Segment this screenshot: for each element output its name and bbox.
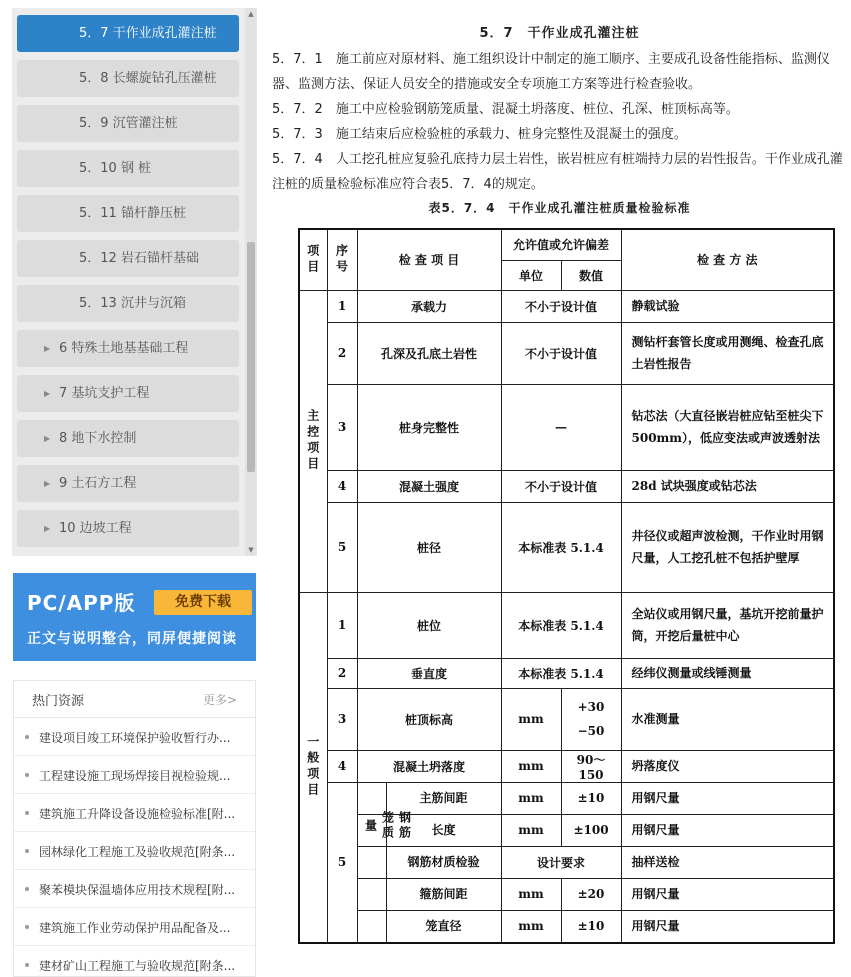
row-allow: 本标准表 5.1.4 xyxy=(501,658,621,688)
banner-title: PC/APP版 xyxy=(27,591,136,615)
cage-subrow xyxy=(358,911,501,942)
hot-resource-link[interactable]: 建筑施工升降设备设施检验标准[附... xyxy=(39,807,236,821)
row-method: 坍落度仪 xyxy=(621,750,834,782)
group-general xyxy=(299,592,327,943)
row-value: +30 −50 xyxy=(561,688,621,750)
row-item: 钢筋材质检验 xyxy=(386,847,501,878)
row-item: 主筋间距 xyxy=(386,783,501,814)
row-seq: 5 xyxy=(327,502,357,592)
expand-arrow-icon: ▶ xyxy=(44,524,51,533)
row-allow: 不小于设计值 xyxy=(501,290,621,322)
table-row xyxy=(299,688,834,750)
cage-subgroup xyxy=(357,846,501,878)
row-method: 静载试验 xyxy=(621,290,834,322)
scroll-down-arrow-icon[interactable]: ▼ xyxy=(248,546,254,554)
table-row xyxy=(299,814,834,846)
row-item: 桩身完整性 xyxy=(357,384,501,470)
row-item: 混凝土坍落度 xyxy=(357,750,501,782)
nav-item-8[interactable] xyxy=(17,420,239,457)
table-row xyxy=(299,322,834,384)
header-item-label: 项目 xyxy=(305,243,320,276)
expand-arrow-icon: ▶ xyxy=(44,344,51,353)
bullet-icon xyxy=(25,849,29,853)
table-row xyxy=(299,502,834,592)
cage-subgroup xyxy=(357,878,501,910)
table-title: 表5．7．4 干作业成孔灌注桩质量检验标准 xyxy=(428,201,691,215)
nav-item-5-11[interactable]: 5．11 锚杆静压桩 xyxy=(17,195,239,232)
row-item: 桩径 xyxy=(357,502,501,592)
clause-5-7-3: 5．7．3 施工结束后应检验桩的承载力、桩身完整性及混凝土的强度。 xyxy=(272,127,687,142)
row-seq: 3 xyxy=(327,384,357,470)
nav-item-6[interactable] xyxy=(17,330,239,367)
row-seq: 5 xyxy=(327,782,357,943)
cage-spacer xyxy=(358,911,386,942)
table-row xyxy=(299,470,834,502)
hot-resource-item[interactable] xyxy=(14,870,255,908)
hot-resource-link[interactable]: 建设项目竣工环境保护验收暂行办... xyxy=(39,731,231,745)
row-method: 用钢尺量 xyxy=(621,910,834,943)
clause-5-7-2: 5．7．2 施工中应检验钢筋笼质量、混凝土坍落度、桩位、孔深、桩顶标高等。 xyxy=(272,102,739,117)
group-main-label: 主控项目 xyxy=(305,409,320,473)
nav-item-10[interactable] xyxy=(17,510,239,547)
group-main-control xyxy=(299,290,327,592)
row-unit: mm xyxy=(501,878,561,910)
bullet-icon xyxy=(25,735,29,739)
row-seq: 1 xyxy=(327,290,357,322)
row-value: ±20 xyxy=(561,878,621,910)
banner-subtitle: 正文与说明整合，同屏便捷阅读 xyxy=(27,631,237,647)
row-allow: 设计要求 xyxy=(501,846,621,878)
header-item xyxy=(299,229,327,290)
row-unit: mm xyxy=(501,910,561,943)
row-value: 90～150 xyxy=(561,750,621,782)
expand-arrow-icon: ▶ xyxy=(44,389,51,398)
app-download-banner[interactable] xyxy=(13,573,256,661)
nav-item-5-12[interactable]: 5．12 岩石锚杆基础 xyxy=(17,240,239,277)
row-method: 测钻杆套管长度或用测绳、检查孔底土岩性报告 xyxy=(621,322,834,384)
row-item: 桩顶标高 xyxy=(357,688,501,750)
cage-subrow xyxy=(358,811,501,846)
header-value: 数值 xyxy=(561,260,621,290)
nav-item-label: 10 边坡工程 xyxy=(59,521,132,536)
table-row xyxy=(299,290,834,322)
row-value: ±10 xyxy=(561,782,621,814)
header-seq-label: 序号 xyxy=(334,243,349,276)
hot-resource-link[interactable]: 园林绿化工程施工及验收规范[附条... xyxy=(39,845,236,859)
row-value: ±100 xyxy=(561,814,621,846)
row-method: 全站仪或用钢尺量，基坑开挖前量护筒，开挖后量桩中心 xyxy=(621,592,834,658)
nav-item-7[interactable] xyxy=(17,375,239,412)
row-method: 用钢尺量 xyxy=(621,878,834,910)
row-allow: 不小于设计值 xyxy=(501,322,621,384)
row-item: 长度 xyxy=(386,815,501,846)
table-row xyxy=(299,750,834,782)
bullet-icon xyxy=(25,811,29,815)
cage-subrow xyxy=(358,879,501,910)
free-download-button[interactable]: 免费下载 xyxy=(154,590,252,615)
row-item: 垂直度 xyxy=(357,658,501,688)
nav-item-label: 6 特殊土地基基础工程 xyxy=(59,341,189,356)
row-method: 钻芯法（大直径嵌岩桩应钻至桩尖下 500mm），低应变法或声波透射法 xyxy=(621,384,834,470)
table-row xyxy=(299,846,834,878)
sidebar-nav xyxy=(12,8,257,556)
hot-resource-link[interactable]: 建材矿山工程施工与验收规范[附条... xyxy=(39,959,236,973)
expand-arrow-icon: ▶ xyxy=(44,434,51,443)
row-item: 箍筋间距 xyxy=(386,879,501,910)
table-row xyxy=(299,384,834,470)
nav-item-5-7[interactable]: 5．7 干作业成孔灌注桩 xyxy=(17,15,239,52)
header-allowance: 允许值或允许偏差 xyxy=(501,229,621,260)
scroll-thumb[interactable] xyxy=(247,242,255,472)
cage-subrow xyxy=(358,847,501,878)
table-row xyxy=(299,910,834,943)
nav-item-label: 8 地下水控制 xyxy=(59,431,137,446)
more-link[interactable]: 更多> xyxy=(202,693,237,707)
header-seq xyxy=(327,229,357,290)
nav-item-label: 9 土石方工程 xyxy=(59,476,137,491)
row-unit: mm xyxy=(501,814,561,846)
hot-resource-item[interactable] xyxy=(14,794,255,832)
row-method: 抽样送检 xyxy=(621,846,834,878)
row-seq: 2 xyxy=(327,658,357,688)
nav-item-9[interactable] xyxy=(17,465,239,502)
row-method: 28d 试块强度或钻芯法 xyxy=(621,470,834,502)
header-unit: 单位 xyxy=(501,260,561,290)
nav-item-label: 7 基坑支护工程 xyxy=(59,386,150,401)
row-seq: 4 xyxy=(327,470,357,502)
table-row xyxy=(299,592,834,658)
expand-arrow-icon: ▶ xyxy=(44,479,51,488)
bullet-icon xyxy=(25,773,29,777)
cage-label: 钢筋笼质量 xyxy=(363,811,412,841)
cage-label-cell xyxy=(358,811,412,846)
row-item: 笼直径 xyxy=(386,911,501,942)
row-allow: 本标准表 5.1.4 xyxy=(501,592,621,658)
bullet-icon xyxy=(25,925,29,929)
hot-resources-title: 热门资源 xyxy=(32,694,85,709)
row-allow: — xyxy=(501,384,621,470)
hot-resource-item[interactable] xyxy=(14,832,255,870)
row-unit: mm xyxy=(501,688,561,750)
quality-inspection-table xyxy=(298,228,835,944)
row-allow: 不小于设计值 xyxy=(501,470,621,502)
hot-resource-link[interactable]: 聚苯模块保温墙体应用技术规程[附... xyxy=(39,883,236,897)
row-seq: 3 xyxy=(327,688,357,750)
header-method: 检 查 方 法 xyxy=(621,229,834,290)
hot-resource-link[interactable]: 工程建设施工现场焊接目视检验规... xyxy=(39,769,231,783)
nav-item-5-13[interactable]: 5．13 沉井与沉箱 xyxy=(17,285,239,322)
hot-resource-link[interactable]: 建筑施工作业劳动保护用品配备及... xyxy=(39,921,231,935)
row-seq: 1 xyxy=(327,592,357,658)
row-item: 孔深及孔底土岩性 xyxy=(357,322,501,384)
table-row xyxy=(299,658,834,688)
hot-resource-item[interactable] xyxy=(14,756,255,794)
sidebar-scrollbar[interactable] xyxy=(245,8,257,556)
bullet-icon xyxy=(25,963,29,967)
row-unit: mm xyxy=(501,750,561,782)
row-value: ±10 xyxy=(561,910,621,943)
group-general-label: 一般项目 xyxy=(305,735,320,799)
row-unit: mm xyxy=(501,782,561,814)
row-seq: 2 xyxy=(327,322,357,384)
nav-item-5-9[interactable]: 5．9 沉管灌注桩 xyxy=(17,105,239,142)
table-row xyxy=(299,878,834,910)
cage-subgroup xyxy=(357,811,501,846)
row-method: 井径仪或超声波检测，干作业时用钢尺量，人工挖孔桩不包括护壁厚 xyxy=(621,502,834,592)
hot-resource-item[interactable] xyxy=(14,946,255,977)
hot-resource-item[interactable] xyxy=(14,718,255,756)
row-item: 混凝土强度 xyxy=(357,470,501,502)
row-allow: 本标准表 5.1.4 xyxy=(501,502,621,592)
hot-resources-panel xyxy=(13,680,256,977)
row-method: 用钢尺量 xyxy=(621,782,834,814)
header-check-item: 检 查 项 目 xyxy=(357,229,501,290)
clause-5-7-1: 5．7．1 施工前应对原材料、施工组织设计中制定的施工顺序、主要成孔设备性能指标、监测仪器、监测方法、保证人员安全的措施或安全专项施工方案等进行检查验收。 xyxy=(272,52,830,92)
hot-resources-header xyxy=(14,681,255,718)
nav-item-5-8[interactable]: 5．8 长螺旋钻孔压灌桩 xyxy=(17,60,239,97)
scroll-up-arrow-icon[interactable]: ▲ xyxy=(248,10,254,18)
section-title: 5．7 干作业成孔灌注桩 xyxy=(479,26,640,41)
hot-resource-item[interactable] xyxy=(14,908,255,946)
document-content xyxy=(272,22,847,216)
row-method: 水准测量 xyxy=(621,688,834,750)
cage-spacer xyxy=(358,879,386,910)
row-seq: 4 xyxy=(327,750,357,782)
cage-subgroup xyxy=(357,910,501,943)
nav-item-5-10[interactable]: 5．10 钢 桩 xyxy=(17,150,239,187)
row-item: 桩位 xyxy=(357,592,501,658)
clause-5-7-4: 5．7．4 人工挖孔桩应复验孔底持力层土岩性，嵌岩桩应有桩端持力层的岩性报告。干作业成孔灌注桩的质量检验标准应符合表5．7．4的规定。 xyxy=(272,152,843,192)
row-method: 用钢尺量 xyxy=(621,814,834,846)
row-method: 经纬仪测量或线锤测量 xyxy=(621,658,834,688)
bullet-icon xyxy=(25,887,29,891)
row-item: 承载力 xyxy=(357,290,501,322)
cage-spacer xyxy=(358,847,386,878)
